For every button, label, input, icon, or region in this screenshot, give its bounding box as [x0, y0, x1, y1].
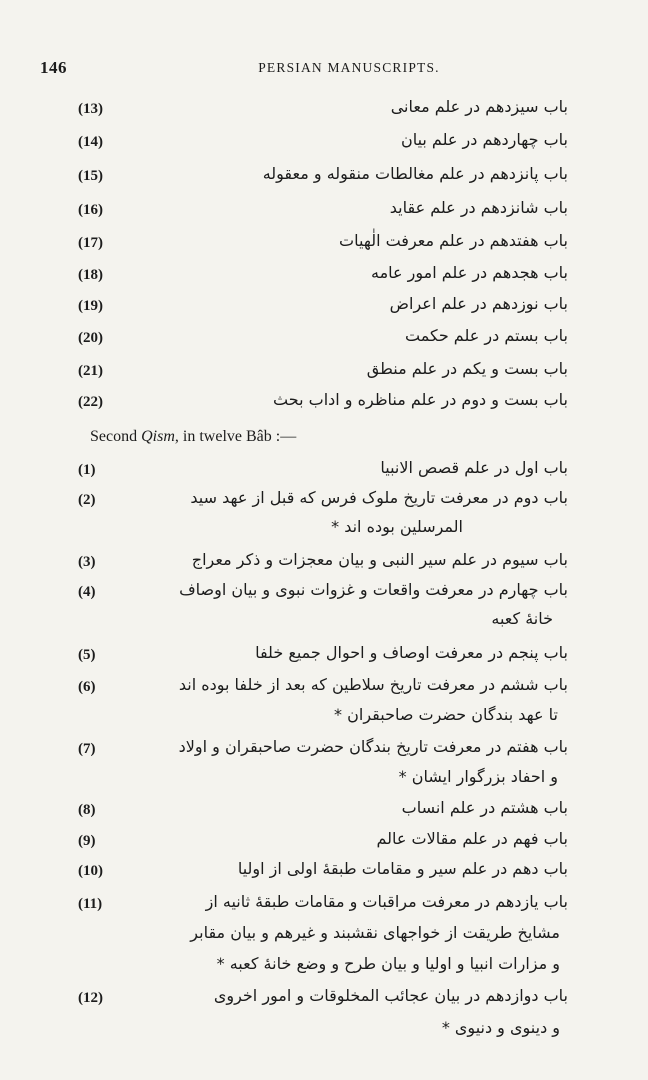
entry-number: (22)	[78, 394, 103, 410]
entry-text: باب یازدهم در معرفت مراقبات و مقامات طبقهٔ ثانیه از	[205, 892, 568, 911]
entry-2-4	[0, 580, 648, 610]
entry-continuation: مشایخ طریقت از خواجهای نقشبند و غیرهم و بیان مقابر	[190, 923, 560, 942]
entry-continuation: و احفاد بزرگوار ایشان *	[398, 767, 558, 786]
entry-14	[0, 130, 648, 160]
entry-number: (19)	[78, 298, 103, 314]
entry-number: (14)	[78, 134, 103, 150]
entry-21	[0, 359, 648, 389]
entry-text: باب سیوم در علم سیر النبی و بیان معجزات و ذکر معراج	[191, 550, 568, 569]
entry-number: (4)	[78, 584, 96, 600]
entry-2-9	[0, 829, 648, 859]
entry-number: (18)	[78, 267, 103, 283]
entry-number: (7)	[78, 741, 96, 757]
entry-text: باب شانزدهم در علم عقاید	[389, 198, 568, 217]
section-heading	[90, 428, 296, 446]
entry-2-11-cont-1	[0, 923, 648, 953]
entry-2-6	[0, 675, 648, 705]
entry-number: (2)	[78, 492, 96, 508]
entry-number: (6)	[78, 679, 96, 695]
entry-2-7	[0, 737, 648, 767]
entry-text: باب هفتدهم در علم معرفت الٰهیات	[339, 231, 568, 250]
entry-continuation: و مزارات انبیا و اولیا و بیان طرح و وضع خانهٔ کعبه *	[216, 954, 560, 973]
entry-number: (8)	[78, 802, 96, 818]
entry-number: (21)	[78, 363, 103, 379]
entry-text: باب هفتم در معرفت تاریخ بندگان حضرت صاحبقران و اولاد	[178, 737, 568, 756]
entry-2-8	[0, 798, 648, 828]
entry-text: باب دهم در علم سیر و مقامات طبقهٔ اولی از اولیا	[237, 859, 568, 878]
entry-2-7-cont	[0, 767, 648, 797]
entry-2-6-cont	[0, 705, 648, 735]
entry-text: باب دوازدهم در بیان عجائب المخلوقات و امور اخروی	[213, 986, 568, 1005]
entry-text: باب دوم در معرفت تاریخ ملوک فرس که قبل از عهد سید	[190, 488, 568, 507]
entry-text: باب هجدهم در علم امور عامه	[371, 263, 568, 282]
entry-2-12	[0, 986, 648, 1016]
entry-2-5	[0, 643, 648, 673]
entry-continuation: المرسلین بوده اند *	[331, 517, 463, 536]
entry-continuation: و دینوی و دنیوی *	[441, 1018, 560, 1037]
entry-number: (20)	[78, 330, 103, 346]
entry-continuation: خانهٔ کعبه	[491, 609, 553, 628]
entry-2-2-cont	[0, 517, 648, 547]
entry-2-12-cont	[0, 1018, 648, 1048]
entry-2-11-cont-2	[0, 954, 648, 984]
entry-text: باب پانزدهم در علم مغالطات منقوله و معقوله	[262, 164, 568, 183]
entry-number: (16)	[78, 202, 103, 218]
entry-2-11	[0, 892, 648, 922]
section-heading-pre: Second	[90, 428, 142, 445]
entry-number: (17)	[78, 235, 103, 251]
entry-text: باب ششم در معرفت تاریخ سلاطین که بعد از خلفا بوده اند	[178, 675, 568, 694]
entry-19	[0, 294, 648, 324]
entry-2-4-cont	[0, 609, 648, 639]
entry-text: باب بست و دوم در علم مناظره و اداب بحث	[273, 390, 568, 409]
entry-18	[0, 263, 648, 293]
entry-text: باب اول در علم قصص الانبیا	[380, 458, 568, 477]
section-heading-qism: Qism	[141, 428, 175, 445]
entry-text: باب چهارم در معرفت واقعات و غزوات نبوی و بیان اوصاف	[179, 580, 568, 599]
entry-2-2	[0, 488, 648, 518]
entry-2-10	[0, 859, 648, 889]
section-heading-post: , in twelve Bâb :—	[174, 428, 297, 445]
entry-number: (1)	[78, 462, 96, 478]
entry-text: باب فهم در علم مقالات عالم	[376, 829, 568, 848]
entry-number: (10)	[78, 863, 103, 879]
running-head: PERSIAN MANUSCRIPTS.	[258, 60, 440, 75]
entry-number: (13)	[78, 101, 103, 117]
entry-number: (5)	[78, 647, 96, 663]
entry-text: باب بستم در علم حکمت	[405, 326, 568, 345]
entry-2-3	[0, 550, 648, 580]
entry-number: (11)	[78, 896, 103, 912]
entry-15	[0, 164, 648, 194]
entry-text: باب نوزدهم در علم اعراض	[389, 294, 568, 313]
entry-text: باب سیزدهم در علم معانی	[390, 97, 568, 116]
entry-text: باب چهاردهم در علم بیان	[400, 130, 568, 149]
entry-continuation: تا عهد بندگان حضرت صاحبقران *	[334, 705, 558, 724]
entry-13	[0, 97, 648, 127]
entry-16	[0, 198, 648, 228]
entry-text: باب هشتم در علم انساب	[401, 798, 568, 817]
entry-number: (12)	[78, 990, 103, 1006]
entry-number: (15)	[78, 168, 103, 184]
entry-text: باب بست و یکم در علم منطق	[366, 359, 568, 378]
entry-number: (3)	[78, 554, 96, 570]
entry-17	[0, 231, 648, 261]
page-number: 146	[40, 58, 67, 77]
entry-2-1	[0, 458, 648, 488]
entry-number: (9)	[78, 833, 96, 849]
entry-22	[0, 390, 648, 420]
entry-20	[0, 326, 648, 356]
entry-text: باب پنجم در معرفت اوصاف و احوال جمیع خلفا	[255, 643, 568, 662]
